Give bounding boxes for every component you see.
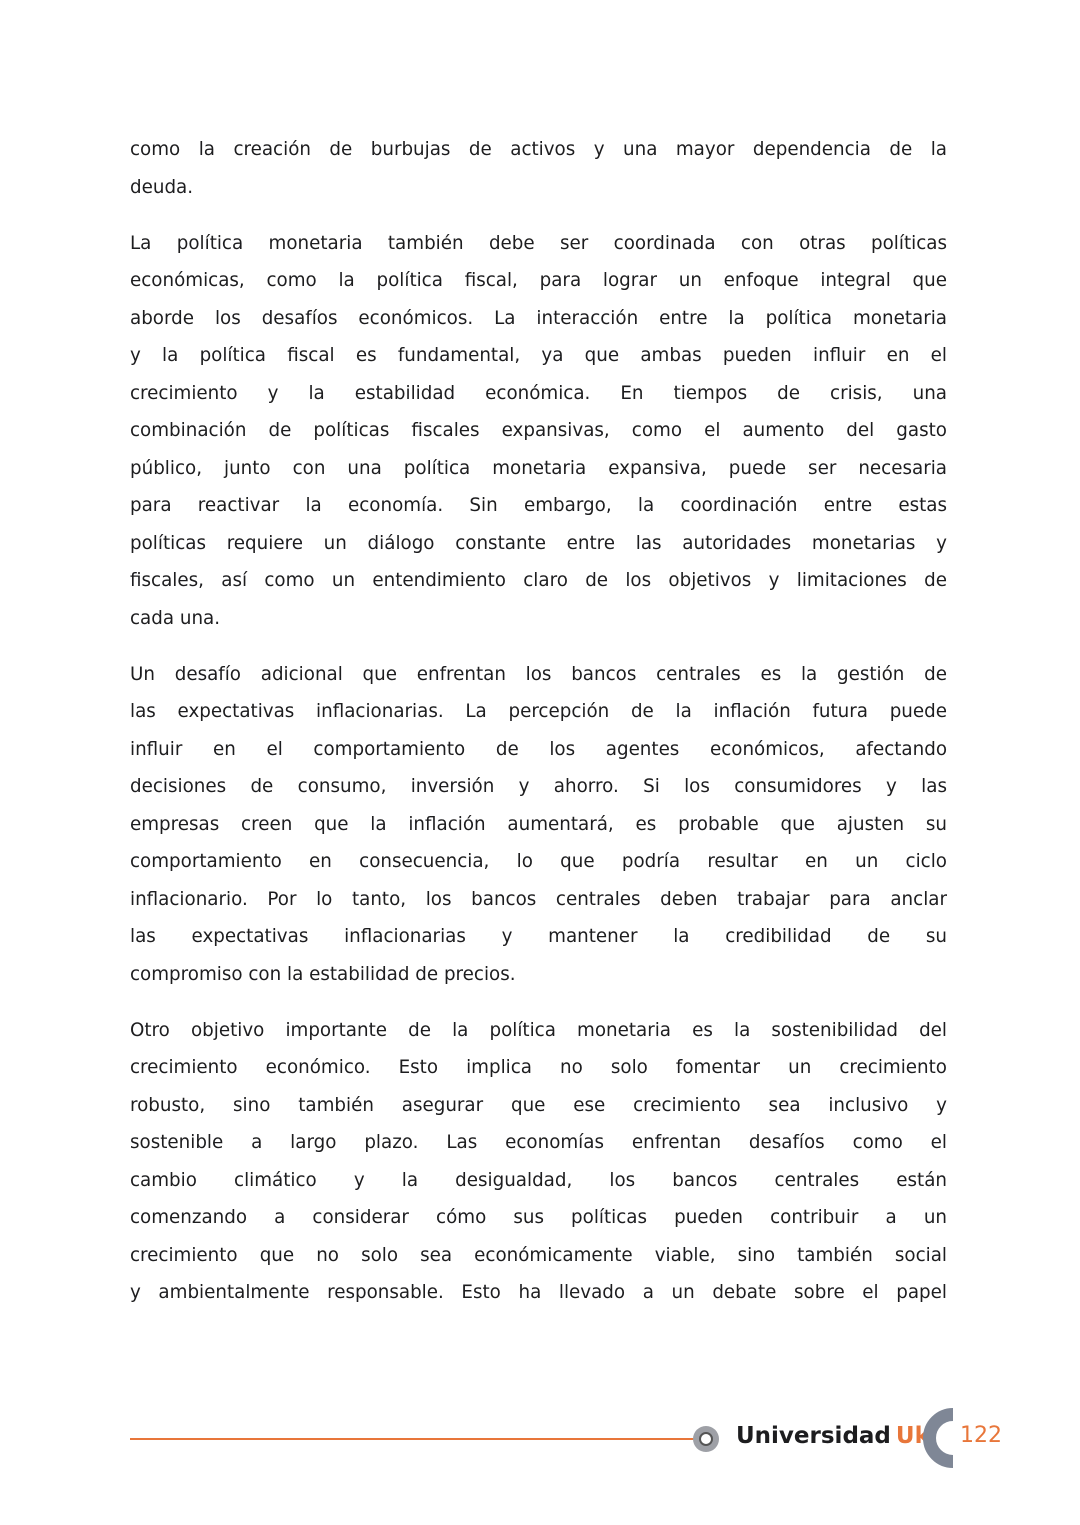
text-line: crecimiento que no solo sea económicamente viable, sino también social bbox=[130, 1244, 947, 1266]
page-number: 122 bbox=[960, 1423, 1002, 1448]
text-line: fiscales, así como un entendimiento claro de los objetivos y limitaciones de bbox=[130, 570, 947, 591]
text-line: crecimiento económico. Esto implica no solo fomentar un crecimiento bbox=[130, 1057, 947, 1078]
text-line: inflacionario. Por lo tanto, los bancos centrales deben trabajar para anclar bbox=[130, 888, 947, 910]
brand-name bbox=[736, 1423, 930, 1449]
text-line: aborde los desafíos económicos. La interacción entre la política monetaria bbox=[130, 307, 947, 329]
text-line: decisiones de consumo, inversión y ahorro. Si los consumidores y las bbox=[130, 776, 947, 797]
text-line: políticas requiere un diálogo constante entre las autoridades monetarias y bbox=[130, 532, 947, 554]
paragraph bbox=[130, 225, 947, 638]
body-text bbox=[130, 131, 947, 1330]
text-line: empresas creen que la inflación aumentará, es probable que ajusten su bbox=[130, 813, 947, 835]
text-line: robusto, sino también asegurar que ese crecimiento sea inclusivo y bbox=[130, 1094, 947, 1116]
text-line: como la creación de burbujas de activos y una mayor dependencia de la bbox=[130, 139, 947, 160]
text-line: Otro objetivo importante de la política monetaria es la sostenibilidad del bbox=[130, 1019, 947, 1041]
logo-ring-icon bbox=[693, 1426, 719, 1452]
text-line: comenzando a considerar cómo sus políticas pueden contribuir a un bbox=[130, 1207, 947, 1228]
text-line: deuda. bbox=[130, 176, 194, 198]
text-line: influir en el comportamiento de los agentes económicos, afectando bbox=[130, 738, 947, 760]
text-line: para reactivar la economía. Sin embargo, la coordinación entre estas bbox=[130, 495, 947, 516]
text-line: Un desafío adicional que enfrentan los bancos centrales es la gestión de bbox=[130, 663, 947, 685]
text-line: las expectativas inflacionarias. La percepción de la inflación futura puede bbox=[130, 701, 947, 722]
text-line: y ambientalmente responsable. Esto ha llevado a un debate sobre el papel bbox=[130, 1282, 947, 1303]
text-line: sostenible a largo plazo. Las economías enfrentan desafíos como el bbox=[130, 1132, 947, 1153]
brand-accent: Uk bbox=[895, 1423, 930, 1449]
text-line: cambio climático y la desigualdad, los bancos centrales están bbox=[130, 1169, 947, 1191]
text-line: cada una. bbox=[130, 607, 221, 629]
text-line: las expectativas inflacionarias y mantener la credibilidad de su bbox=[130, 926, 947, 947]
footer-divider bbox=[130, 1438, 696, 1440]
paragraph bbox=[130, 1012, 947, 1312]
text-line: compromiso con la estabilidad de precios. bbox=[130, 963, 516, 985]
text-line: La política monetaria también debe ser coordinada con otras políticas bbox=[130, 232, 947, 254]
text-line: público, junto con una política monetaria expansiva, puede ser necesaria bbox=[130, 457, 947, 479]
paragraph bbox=[130, 131, 947, 206]
brand-text: Universidad bbox=[736, 1423, 891, 1449]
text-line: económicas, como la política fiscal, para lograr un enfoque integral que bbox=[130, 270, 947, 291]
text-line: crecimiento y la estabilidad económica. En tiempos de crisis, una bbox=[130, 382, 947, 404]
text-line: y la política fiscal es fundamental, ya que ambas pueden influir en el bbox=[130, 345, 947, 366]
text-line: comportamiento en consecuencia, lo que podría resultar en un ciclo bbox=[130, 851, 947, 872]
paragraph bbox=[130, 656, 947, 994]
text-line: combinación de políticas fiscales expansivas, como el aumento del gasto bbox=[130, 420, 947, 441]
